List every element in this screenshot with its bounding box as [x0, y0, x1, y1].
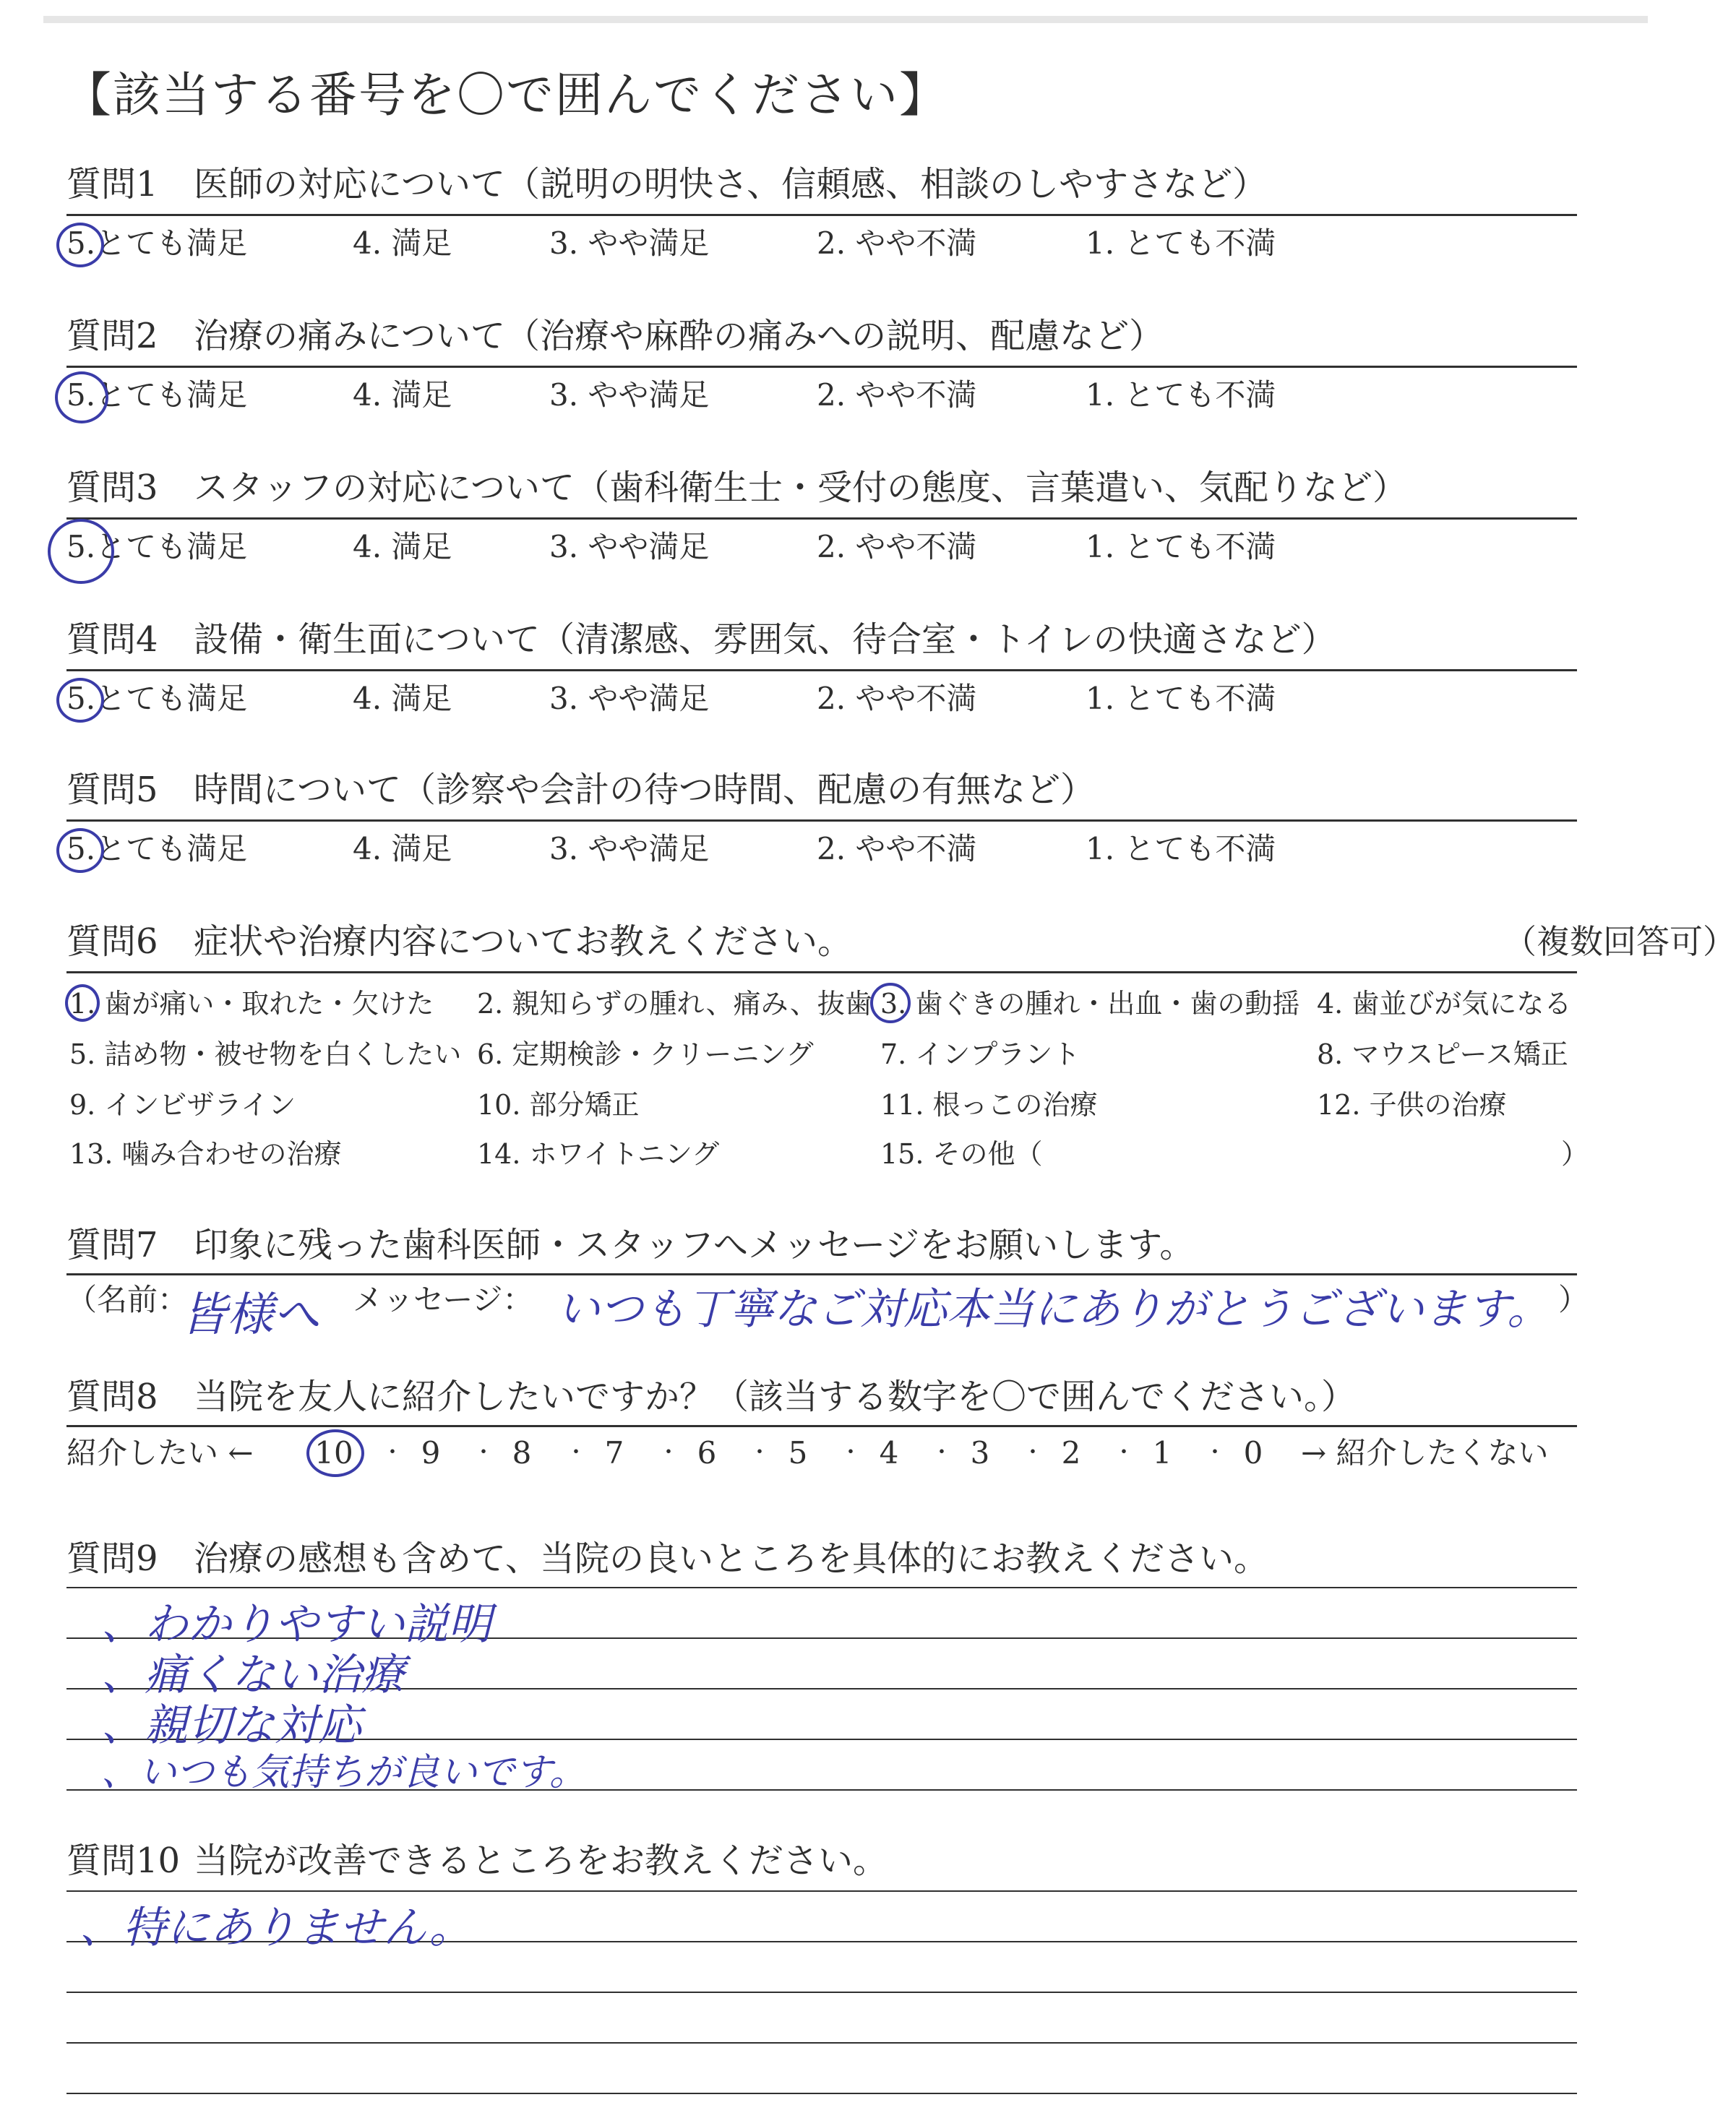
scale-dot: ・ — [749, 1440, 770, 1465]
question-text: 印象に残った歯科医師・スタッフへメッセージをお願いします。 — [194, 1225, 1195, 1265]
rule — [66, 214, 1577, 216]
scale-dot: ・ — [565, 1440, 587, 1465]
question-text: 症状や治療内容についてお教えください。 — [194, 921, 853, 962]
question-1-title — [66, 163, 1267, 205]
q6-option-15[interactable]: 15. その他（ — [880, 1138, 1043, 1170]
q6-option-12[interactable]: 12. 子供の治療 — [1317, 1089, 1507, 1121]
q2-option-5[interactable]: 5.とても満足 — [66, 377, 248, 413]
q3-option-1[interactable]: 1. とても不満 — [1086, 529, 1276, 564]
scale-2[interactable]: 2 — [1061, 1435, 1081, 1471]
question-number: 質問3 — [66, 468, 158, 508]
question-9-title — [66, 1538, 1268, 1580]
scale-7[interactable]: 7 — [604, 1435, 624, 1471]
q6-option-1[interactable]: 1. 歯が痛い・取れた・欠けた — [69, 988, 434, 1020]
q1-option-1[interactable]: 1. とても不満 — [1086, 225, 1276, 261]
q1-option-5[interactable]: 5.とても満足 — [66, 225, 248, 261]
q6-option-3[interactable]: 3. 歯ぐきの腫れ・出血・歯の動揺 — [880, 988, 1300, 1020]
question-10-title — [66, 1840, 888, 1882]
rule — [66, 971, 1577, 973]
question-number: 質問10 — [66, 1841, 181, 1881]
q2-option-3[interactable]: 3. やや満足 — [549, 377, 710, 413]
question-text: 設備・衛生面について（清潔感、雰囲気、待合室・トイレの快適さなど） — [194, 619, 1336, 660]
q3-option-2[interactable]: 2. やや不満 — [817, 529, 977, 564]
question-number: 質問7 — [66, 1225, 158, 1265]
message-handwritten[interactable]: いつも丁寧なご対応本当にありがとうございます。 — [557, 1284, 1551, 1335]
q3-option-5[interactable]: 5.とても満足 — [66, 529, 248, 564]
q4-option-2[interactable]: 2. やや不満 — [817, 681, 977, 716]
q10-answer-line-1[interactable]: 、特にありません。 — [80, 1903, 473, 1953]
message-close: ） — [1558, 1282, 1589, 1317]
q6-option-13[interactable]: 13. 噛み合わせの治療 — [69, 1138, 342, 1170]
question-8-title — [66, 1376, 1356, 1418]
scale-dot: ・ — [473, 1440, 494, 1465]
scale-dot: ・ — [840, 1440, 861, 1465]
rule — [66, 1890, 1577, 1892]
question-number: 質問8 — [66, 1377, 158, 1417]
scale-8[interactable]: 8 — [512, 1435, 532, 1471]
question-number: 質問2 — [66, 316, 158, 356]
rule — [66, 1587, 1577, 1588]
q6-option-11[interactable]: 11. 根っこの治療 — [880, 1089, 1098, 1121]
question-5-title — [66, 769, 1095, 811]
rule — [66, 669, 1577, 671]
question-text: 当院を友人に紹介したいですか？（該当する数字を〇で囲んでください。） — [194, 1377, 1357, 1417]
question-4-title — [66, 619, 1336, 660]
q5-option-1[interactable]: 1. とても不満 — [1086, 831, 1276, 866]
name-handwritten[interactable]: 皆様へ — [181, 1288, 319, 1342]
question-text: 当院が改善できるところをお教えください。 — [194, 1841, 888, 1881]
question-text: 治療の痛みについて（治療や麻酔の痛みへの説明、配慮など） — [194, 316, 1164, 356]
question-number: 質問6 — [66, 921, 158, 962]
rule — [66, 1992, 1577, 1993]
q4-option-1[interactable]: 1. とても不満 — [1086, 681, 1276, 716]
question-text: スタッフの対応について（歯科衛生士・受付の態度、言葉遣い、気配りなど） — [194, 468, 1408, 508]
q1-option-2[interactable]: 2. やや不満 — [817, 225, 977, 261]
q6-option-4[interactable]: 4. 歯並びが気になる — [1317, 988, 1572, 1020]
q6-option-2[interactable]: 2. 親知らずの腫れ、痛み、抜歯 — [477, 988, 872, 1020]
top-border — [43, 16, 1648, 23]
scale-9[interactable]: 9 — [421, 1435, 441, 1471]
multiple-answers-note: （複数回答可） — [1503, 922, 1736, 961]
scale-dot: ・ — [931, 1440, 953, 1465]
question-number: 質問1 — [66, 164, 158, 205]
q2-option-4[interactable]: 4. 満足 — [353, 377, 452, 413]
scale-5[interactable]: 5 — [788, 1435, 808, 1471]
rule — [66, 2042, 1577, 2044]
rule — [66, 1425, 1577, 1427]
question-7-title — [66, 1224, 1194, 1266]
q6-option-8[interactable]: 8. マウスピース矯正 — [1317, 1038, 1568, 1070]
recommend-left-label: 紹介したい ← — [66, 1435, 254, 1471]
q2-option-1[interactable]: 1. とても不満 — [1086, 377, 1276, 413]
q3-option-3[interactable]: 3. やや満足 — [549, 529, 710, 564]
recommend-right-label: → 紹介したくない — [1301, 1435, 1549, 1471]
rule — [66, 819, 1577, 822]
q6-option-14[interactable]: 14. ホワイトニング — [477, 1138, 720, 1170]
q2-option-2[interactable]: 2. やや不満 — [817, 377, 977, 413]
scale-1[interactable]: 1 — [1152, 1435, 1172, 1471]
q3-option-4[interactable]: 4. 満足 — [353, 529, 452, 564]
q4-option-4[interactable]: 4. 満足 — [353, 681, 452, 716]
message-label: メッセージ： — [353, 1282, 533, 1317]
q6-option-6[interactable]: 6. 定期検診・クリーニング — [477, 1038, 814, 1070]
q9-answer-line-4[interactable]: 、いつも気持ちが良いです。 — [101, 1751, 587, 1794]
q9-answer-line-3[interactable]: 、親切な対応 — [101, 1700, 361, 1751]
page-heading: 【該当する番号を〇で囲んでください】 — [64, 67, 948, 123]
q6-option-9[interactable]: 9. インビザライン — [69, 1089, 296, 1121]
question-number: 質問5 — [66, 770, 158, 810]
q1-option-3[interactable]: 3. やや満足 — [549, 225, 710, 261]
scale-3[interactable]: 3 — [970, 1435, 990, 1471]
rule — [66, 366, 1577, 368]
question-number: 質問4 — [66, 619, 158, 660]
q5-option-2[interactable]: 2. やや不満 — [817, 831, 977, 866]
q1-option-4[interactable]: 4. 満足 — [353, 225, 452, 261]
scale-dot: ・ — [1022, 1440, 1044, 1465]
q6-option-10[interactable]: 10. 部分矯正 — [477, 1089, 640, 1121]
q6-option-7[interactable]: 7. インプラント — [880, 1038, 1080, 1070]
rule — [66, 517, 1577, 520]
question-text: 時間について（診察や会計の待つ時間、配慮の有無など） — [194, 770, 1096, 810]
rule — [66, 2093, 1577, 2094]
q4-option-5[interactable]: 5.とても満足 — [66, 681, 248, 716]
q6-option-5[interactable]: 5. 詰め物・被せ物を白くしたい — [69, 1038, 462, 1070]
scale-dot: ・ — [382, 1440, 403, 1465]
scale-dot: ・ — [1113, 1440, 1135, 1465]
scale-0[interactable]: 0 — [1243, 1435, 1263, 1471]
name-label: （名前： — [66, 1282, 189, 1317]
question-text: 医師の対応について（説明の明快さ、信頼感、相談のしやすさなど） — [194, 164, 1268, 205]
scale-6[interactable]: 6 — [697, 1435, 717, 1471]
scale-dot: ・ — [1204, 1440, 1226, 1465]
scale-4[interactable]: 4 — [879, 1435, 899, 1471]
question-number: 質問9 — [66, 1538, 158, 1579]
q5-option-3[interactable]: 3. やや満足 — [549, 831, 710, 866]
question-text: 治療の感想も含めて、当院の良いところを具体的にお教えください。 — [194, 1538, 1269, 1579]
q5-option-4[interactable]: 4. 満足 — [353, 831, 452, 866]
scale-dot: ・ — [658, 1440, 679, 1465]
q9-answer-line-1[interactable]: 、わかりやすい説明 — [101, 1599, 491, 1650]
q9-answer-line-2[interactable]: 、痛くない治療 — [101, 1650, 405, 1700]
q4-option-3[interactable]: 3. やや満足 — [549, 681, 710, 716]
question-3-title — [66, 467, 1407, 509]
q6-other-close: ） — [1561, 1138, 1589, 1170]
question-6-title — [66, 921, 852, 963]
scale-10[interactable]: 10 — [314, 1435, 353, 1471]
q5-option-5[interactable]: 5.とても満足 — [66, 831, 248, 866]
question-2-title — [66, 315, 1164, 357]
